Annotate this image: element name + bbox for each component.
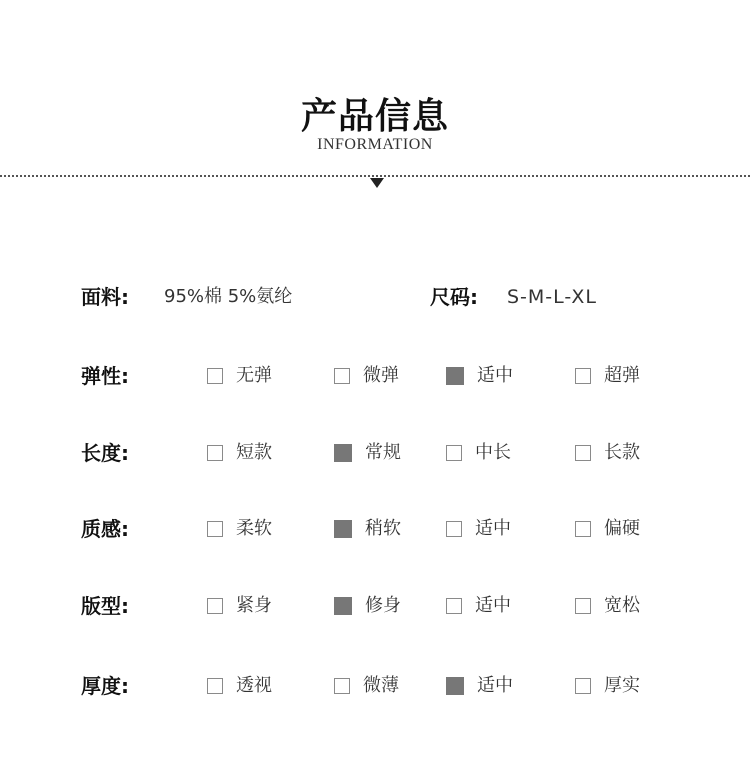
option-item xyxy=(207,438,272,468)
option-label: 适中 xyxy=(477,675,513,696)
size-label: 尺码: xyxy=(430,285,478,309)
checkbox-checked xyxy=(446,677,464,695)
checkbox-unchecked xyxy=(207,445,223,461)
option-label: 偏硬 xyxy=(604,518,640,539)
fabric-row xyxy=(0,282,750,312)
row-label: 厚度: xyxy=(81,674,129,698)
fabric-value: 95%棉 5%氨纶 xyxy=(164,286,293,307)
option-label: 柔软 xyxy=(236,518,272,539)
row-elasticity xyxy=(0,361,750,391)
option-label: 宽松 xyxy=(604,595,640,616)
checkbox-unchecked xyxy=(446,521,462,537)
option-label: 厚实 xyxy=(604,675,640,696)
row-label: 版型: xyxy=(81,594,129,618)
option-item xyxy=(334,671,399,701)
option-item xyxy=(575,591,640,621)
checkbox-unchecked xyxy=(575,678,591,694)
checkbox-unchecked xyxy=(207,598,223,614)
checkbox-unchecked xyxy=(207,368,223,384)
option-item xyxy=(446,591,511,621)
checkbox-unchecked xyxy=(446,598,462,614)
option-label: 透视 xyxy=(236,675,272,696)
checkbox-unchecked xyxy=(575,368,591,384)
option-label: 无弹 xyxy=(236,365,272,386)
option-label: 短款 xyxy=(236,442,272,463)
checkbox-unchecked xyxy=(446,445,462,461)
option-label: 常规 xyxy=(365,442,401,463)
checkbox-unchecked xyxy=(207,521,223,537)
option-item xyxy=(446,514,511,544)
option-item xyxy=(207,361,272,391)
checkbox-unchecked xyxy=(575,445,591,461)
option-item xyxy=(334,361,399,391)
row-label: 长度: xyxy=(81,441,129,465)
row-texture xyxy=(0,514,750,544)
option-label: 稍软 xyxy=(365,518,401,539)
option-item xyxy=(575,671,640,701)
page-title: 产品信息 xyxy=(300,96,449,137)
option-label: 中长 xyxy=(475,442,511,463)
page-subtitle: INFORMATION xyxy=(317,136,433,153)
row-length xyxy=(0,438,750,468)
option-label: 适中 xyxy=(475,595,511,616)
option-item xyxy=(575,361,640,391)
option-label: 适中 xyxy=(477,365,513,386)
option-item xyxy=(207,671,272,701)
checkbox-unchecked xyxy=(207,678,223,694)
option-item xyxy=(207,591,272,621)
option-item xyxy=(575,438,640,468)
checkbox-checked xyxy=(446,367,464,385)
row-fit xyxy=(0,591,750,621)
option-item xyxy=(334,591,401,621)
option-item xyxy=(575,514,640,544)
checkbox-unchecked xyxy=(575,521,591,537)
option-item xyxy=(334,514,401,544)
option-label: 适中 xyxy=(475,518,511,539)
fabric-label: 面料: xyxy=(81,285,129,309)
option-item xyxy=(334,438,401,468)
checkbox-checked xyxy=(334,444,352,462)
down-arrow-icon xyxy=(370,178,384,188)
option-item xyxy=(207,514,272,544)
checkbox-unchecked xyxy=(575,598,591,614)
option-label: 紧身 xyxy=(236,595,272,616)
size-value: S-M-L-XL xyxy=(507,286,597,308)
row-thickness xyxy=(0,671,750,701)
option-label: 修身 xyxy=(365,595,401,616)
option-item xyxy=(446,361,513,391)
option-label: 长款 xyxy=(604,442,640,463)
option-label: 微薄 xyxy=(363,675,399,696)
checkbox-unchecked xyxy=(334,368,350,384)
option-label: 超弹 xyxy=(604,365,640,386)
option-item xyxy=(446,438,511,468)
dotted-divider xyxy=(0,175,750,177)
option-label: 微弹 xyxy=(363,365,399,386)
row-label: 质感: xyxy=(81,517,129,541)
checkbox-checked xyxy=(334,520,352,538)
checkbox-checked xyxy=(334,597,352,615)
option-item xyxy=(446,671,513,701)
row-label: 弹性: xyxy=(81,364,129,388)
checkbox-unchecked xyxy=(334,678,350,694)
